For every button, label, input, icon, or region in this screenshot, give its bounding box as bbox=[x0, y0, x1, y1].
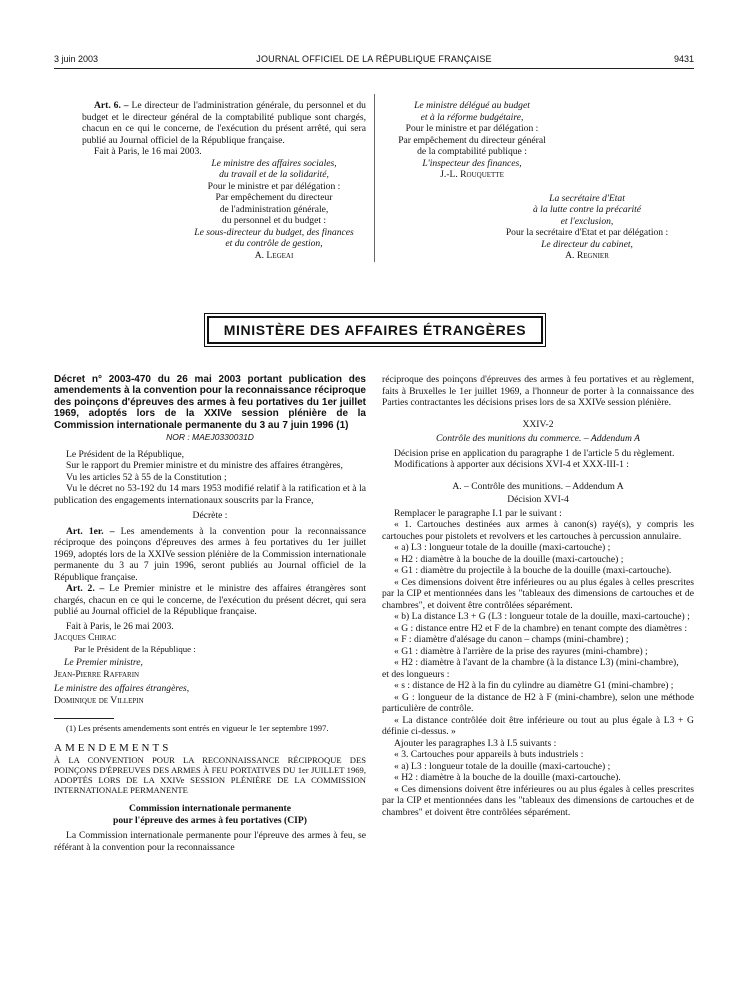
header-page-number: 9431 bbox=[673, 54, 694, 64]
sig-line: Pour le ministre et par délégation : bbox=[405, 123, 539, 134]
section-subheading: A. – Contrôle des munitions. – Addendum A bbox=[452, 480, 624, 492]
signatory-name: A. Legeai bbox=[254, 249, 294, 261]
paragraph: réciproque des poinçons d'épreuves des armes à feu portatives et au règlement, faits à Bruxelles le 1er juillet 1969, a l'honneur de porter à la connaissance des Parties contractantes les décisions prises lors de sa XXIVe session plénière. bbox=[382, 374, 694, 408]
right-column bbox=[382, 374, 694, 818]
sig-line: Pour le ministre et par délégation : bbox=[207, 180, 341, 192]
header-rule bbox=[54, 68, 694, 69]
paragraph: « Ces dimensions doivent être inférieures ou au plus égales à celles prescrites par la CIP et mentionnées dans les "tableaux des dimensions de cartouches et de chambres" et doivent être contrôlées séparément. bbox=[382, 783, 694, 818]
pm-title: Le Premier ministre, bbox=[64, 657, 143, 669]
sig-line: de l'administration générale, bbox=[219, 203, 329, 215]
art2-text: Le Premier ministre et le ministre des affaires étrangères sont chargés, chacun en ce qui le concerne, de l'exécution du présent décret, qui sera publié au Journal officiel de la République française. bbox=[54, 583, 366, 618]
art1-text: Les amendements à la convention pour la reconnaissance réciproque des poinçons d'épreuves des armes à feu portatives du 1er juillet 1969, adoptés lors de la XXIVe session plénière de la Commission internationale permanente du 3 au 7 juin 1996, seront publiés au Journal officiel de la République française. bbox=[54, 525, 366, 583]
sig-line: Le ministre des affaires sociales, bbox=[211, 157, 337, 169]
paragraph: « s : distance de H2 à la fin du cylindre au diamètre G1 (mini-chambre) ; bbox=[394, 680, 674, 691]
paragraph: « G1 : diamètre à l'arrière de la prise des rayures (mini-chambre) ; bbox=[394, 645, 648, 657]
paragraph: « 1. Cartouches destinées aux armes à canon(s) rayé(s), y compris les cartouches pour pistolets et revolvers et les cartouches à percussion annulaire. bbox=[382, 519, 694, 542]
article-2 bbox=[54, 583, 366, 618]
ministry-heading-box: MINISTÈRE DES AFFAIRES ÉTRANGÈRES bbox=[207, 316, 543, 344]
signatory-name: A. Regnier bbox=[565, 250, 609, 261]
fait-a-paris-1: Fait à Paris, le 16 mai 2003. bbox=[94, 146, 202, 157]
art1-label: Art. 1er. – bbox=[66, 525, 115, 537]
paragraph: Décision prise en application du paragraphe 1 de l'article 5 du règlement. bbox=[394, 447, 675, 459]
page-header bbox=[0, 54, 748, 68]
footnote: (1) Les présents amendements sont entrés en vigueur le 1er septembre 1997. bbox=[66, 723, 329, 734]
footnote-rule bbox=[54, 718, 114, 719]
signature-block-1 bbox=[182, 158, 366, 262]
amendements-title: AMENDEMENTS bbox=[54, 742, 172, 755]
sig-line: Le directeur du cabinet, bbox=[541, 238, 633, 250]
paragraph: « b) La distance L3 + G (L3 : longueur totale de la douille, maxi-cartouche) ; bbox=[394, 611, 690, 622]
signature-block-2 bbox=[382, 100, 562, 181]
article-1 bbox=[54, 526, 366, 584]
mae-title: Le ministre des affaires étrangères, bbox=[54, 683, 190, 695]
top-left-block bbox=[82, 100, 366, 261]
paragraph: Sur le rapport du Premier ministre et du ministre des affaires étrangères, bbox=[66, 460, 343, 472]
paragraph: « a) L3 : longueur totale de la douille (maxi-cartouche) ; bbox=[394, 542, 611, 553]
paragraph: Vu les articles 52 à 55 de la Constitution ; bbox=[66, 471, 227, 483]
sig-line: du travail et de la solidarité, bbox=[219, 169, 329, 180]
sig-line: et du contrôle de gestion, bbox=[225, 238, 323, 249]
sig-line: et à la réforme budgétaire, bbox=[420, 111, 524, 123]
paragraph: « H2 : diamètre à l'avant de la chambre (à la distance L3) (mini-chambre), bbox=[394, 657, 679, 668]
section-subheading: Contrôle des munitions du commerce. – Addendum A bbox=[436, 433, 640, 444]
decree-title: Décret n° 2003-470 du 26 mai 2003 portant publication des amendements à la convention pour la reconnaissance réciproque des poinçons d'épreuves des armes à feu portatives du 1er juillet 1969, adoptés lors de la XXIVe session plénière de la Commission internationale permanente du 3 au 7 juin 1996 (1) bbox=[54, 374, 366, 431]
paragraph: « G1 : diamètre du projectile à la bouche de la douille (maxi-cartouche). bbox=[394, 565, 672, 576]
sig-line: de la comptabilité publique : bbox=[417, 146, 527, 157]
signatory-name: Dominique de Villepin bbox=[54, 694, 144, 706]
sig-line: Pour la secrétaire d'Etat et par délégation : bbox=[505, 227, 669, 238]
cip-heading-2: pour l'épreuve des armes à feu portatives (CIP) bbox=[113, 814, 307, 826]
decrete-heading: Décrète : bbox=[192, 510, 228, 522]
nor-reference: NOR : MAEJ0330031D bbox=[166, 432, 254, 443]
paragraph: « Ces dimensions doivent être inférieures ou au plus égales à celles prescrites par la CIP et mentionnées dans les "tableaux des dimensions de cartouches et de chambres", et doivent être contrôlées séparément. bbox=[382, 576, 694, 611]
paragraph: et des longueurs : bbox=[382, 668, 450, 680]
paragraph: « a) L3 : longueur totale de la douille (maxi-cartouche) ; bbox=[394, 760, 611, 772]
paragraph: « 3. Cartouches pour appareils à buts industriels : bbox=[394, 749, 584, 760]
amendements-subtitle: À LA CONVENTION POUR LA RECONNAISSANCE RÉCIPROQUE DES POINÇONS D'ÉPREUVES DES ARMES À FEU PORTATIVES DU 1er JUILLET 1969, ADOPTÉS LORS DE LA XXIVe SESSION PLÉNIÈRE DE LA COMMISSION INTERNATIONALE PERMANENTE bbox=[54, 754, 366, 796]
par-le-president: Par le Président de la République : bbox=[74, 643, 196, 654]
paragraph: Vu le décret no 53-192 du 14 mars 1953 modifié relatif à la ratification et à la publication des engagements internationaux souscrits par la France, bbox=[54, 483, 366, 506]
header-date: 3 juin 2003 bbox=[54, 54, 99, 64]
sig-line: à la lutte contre la précarité bbox=[532, 204, 642, 215]
sig-line: Par empêchement du directeur bbox=[215, 192, 333, 203]
signatory-name: Jean-Pierre Raffarin bbox=[54, 668, 140, 680]
paragraph: « G : distance entre H2 et F de la chambre) en tenant compte des diamètres : bbox=[394, 622, 688, 634]
sig-line: L'inspecteur des finances, bbox=[422, 157, 522, 169]
paragraph: Modifications à apporter aux décisions XVI-4 et XXX-III-1 : bbox=[394, 459, 629, 470]
fait-a-paris-2: Fait à Paris, le 26 mai 2003. bbox=[66, 620, 174, 632]
paragraph: Ajouter les paragraphes I.3 à I.5 suivants : bbox=[394, 737, 557, 749]
left-column bbox=[54, 374, 366, 853]
signatory-name: Jacques Chirac bbox=[54, 632, 117, 644]
paragraph: « H2 : diamètre à la bouche de la douille (maxi-cartouche). bbox=[394, 772, 621, 783]
section-heading: XXIV-2 bbox=[522, 418, 554, 430]
sig-line: Le ministre délégué au budget bbox=[414, 100, 530, 111]
sig-line: La secrétaire d'Etat bbox=[549, 192, 625, 204]
sig-line: Par empêchement du directeur général bbox=[398, 134, 546, 146]
art6-text: Le directeur de l'administration générale, du personnel et du budget et le directeur général de la comptabilité publique sont chargés, chacun en ce qui le concerne, de l'exécution du présent arrêté, qui sera publié au Journal officiel de la République française. bbox=[82, 100, 366, 146]
decision-heading: Décision XVI-4 bbox=[507, 494, 569, 505]
signature-block-3 bbox=[480, 193, 694, 262]
paragraph: « G : longueur de la distance de H2 à F (mini-chambre), selon une méthode particulière de contrôle. bbox=[382, 691, 694, 714]
header-journal-title: JOURNAL OFFICIEL DE LA RÉPUBLIQUE FRANÇAISE bbox=[256, 54, 492, 64]
column-separator bbox=[374, 94, 375, 262]
sig-line: Le sous-directeur du budget, des finances bbox=[194, 226, 354, 238]
paragraph: « H2 : diamètre à la bouche de la douille (maxi-cartouche) ; bbox=[394, 553, 624, 565]
sig-line: du personnel et du budget : bbox=[221, 215, 327, 226]
signatory-name: J.-L. Rouquette bbox=[440, 169, 504, 180]
paragraph: Remplacer le paragraphe I.1 par le suivant : bbox=[394, 507, 562, 519]
paragraph: « La distance contrôlée doit être inférieure ou tout au plus égale à L3 + G définie ci-dessus. » bbox=[382, 714, 694, 737]
article-6 bbox=[82, 100, 366, 146]
paragraph: Le Président de la République, bbox=[66, 448, 185, 460]
paragraph: « F : diamètre d'alésage du canon – champs (mini-chambre) ; bbox=[394, 634, 629, 645]
art6-label: Art. 6. – bbox=[94, 100, 129, 111]
art2-label: Art. 2. – bbox=[66, 583, 105, 595]
cip-heading-1: Commission internationale permanente bbox=[128, 803, 292, 815]
top-right-block bbox=[382, 100, 694, 262]
paragraph: La Commission internationale permanente pour l'épreuve des armes à feu, se référant à la convention pour la reconnaissance bbox=[54, 830, 366, 853]
sig-line: et l'exclusion, bbox=[560, 215, 614, 227]
